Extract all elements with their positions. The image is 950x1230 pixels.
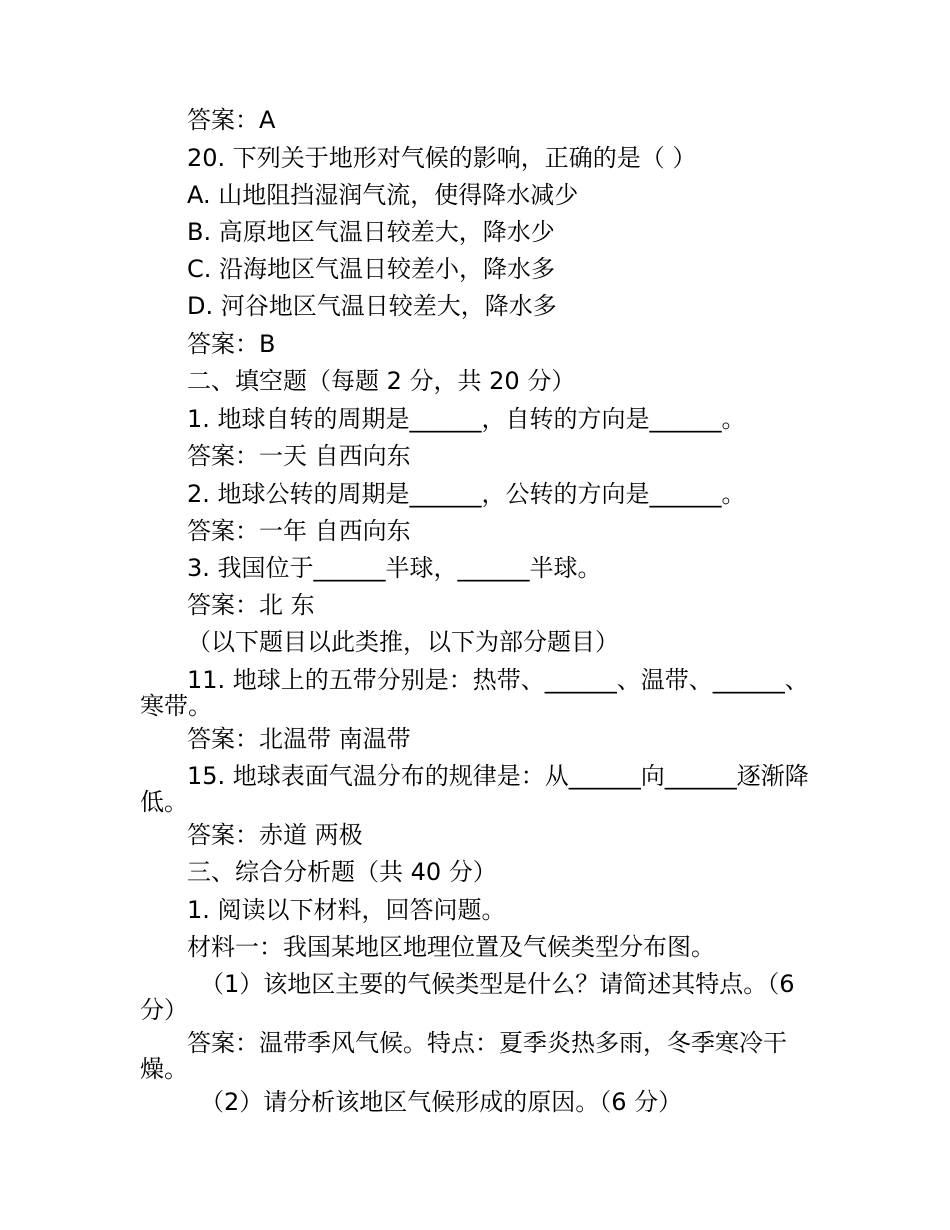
fill-answer-2: 答案：一年 自西向东 [187,517,411,545]
fill-question-15: 15. 地球表面气温分布的规律是：从______向______逐渐降低。 [140,762,809,816]
fill-answer-11: 答案：北温带 南温带 [187,725,411,753]
analysis-question-1: 1. 阅读以下材料，回答问题。 [187,896,506,924]
fill-answer-3: 答案：北 东 [187,591,315,619]
option-a: A. 山地阻挡湿润气流，使得降水减少 [187,181,579,209]
answer-19: 答案：A [187,106,276,134]
fill-question-1: 1. 地球自转的周期是______，自转的方向是______。 [187,405,746,433]
fill-question-11: 11. 地球上的五带分别是：热带、______、温带、______、寒带。 [140,666,809,720]
fill-answer-15: 答案：赤道 两极 [187,821,363,849]
fill-question-2: 2. 地球公转的周期是______，公转的方向是______。 [187,480,746,508]
section-heading-analysis: 三、综合分析题（共 40 分） [187,858,497,886]
option-d: D. 河谷地区气温日较差大，降水多 [187,292,557,320]
material-one: 材料一：我国某地区地理位置及气候类型分布图。 [187,933,715,961]
question-20: 20. 下列关于地形对气候的影响，正确的是（ ） [187,144,697,172]
section-heading-fill-blank: 二、填空题（每题 2 分，共 20 分） [187,367,576,395]
answer-20: 答案：B [187,330,276,358]
sub-question-1: （1）该地区主要的气候类型是什么？请简述其特点。（6 分） [140,970,803,1024]
sub-question-2: （2）请分析该地区气候形成的原因。（6 分） [200,1088,683,1116]
sub-answer-1: 答案：温带季风气候。特点：夏季炎热多雨，冬季寒冷干燥。 [140,1029,787,1083]
note-partial-questions: （以下题目以此类推，以下为部分题目） [187,628,619,656]
fill-question-3: 3. 我国位于______半球，______半球。 [187,554,602,582]
fill-answer-1: 答案：一天 自西向东 [187,442,411,470]
option-c: C. 沿海地区气温日较差小，降水多 [187,255,556,283]
option-b: B. 高原地区气温日较差大，降水少 [187,218,555,246]
